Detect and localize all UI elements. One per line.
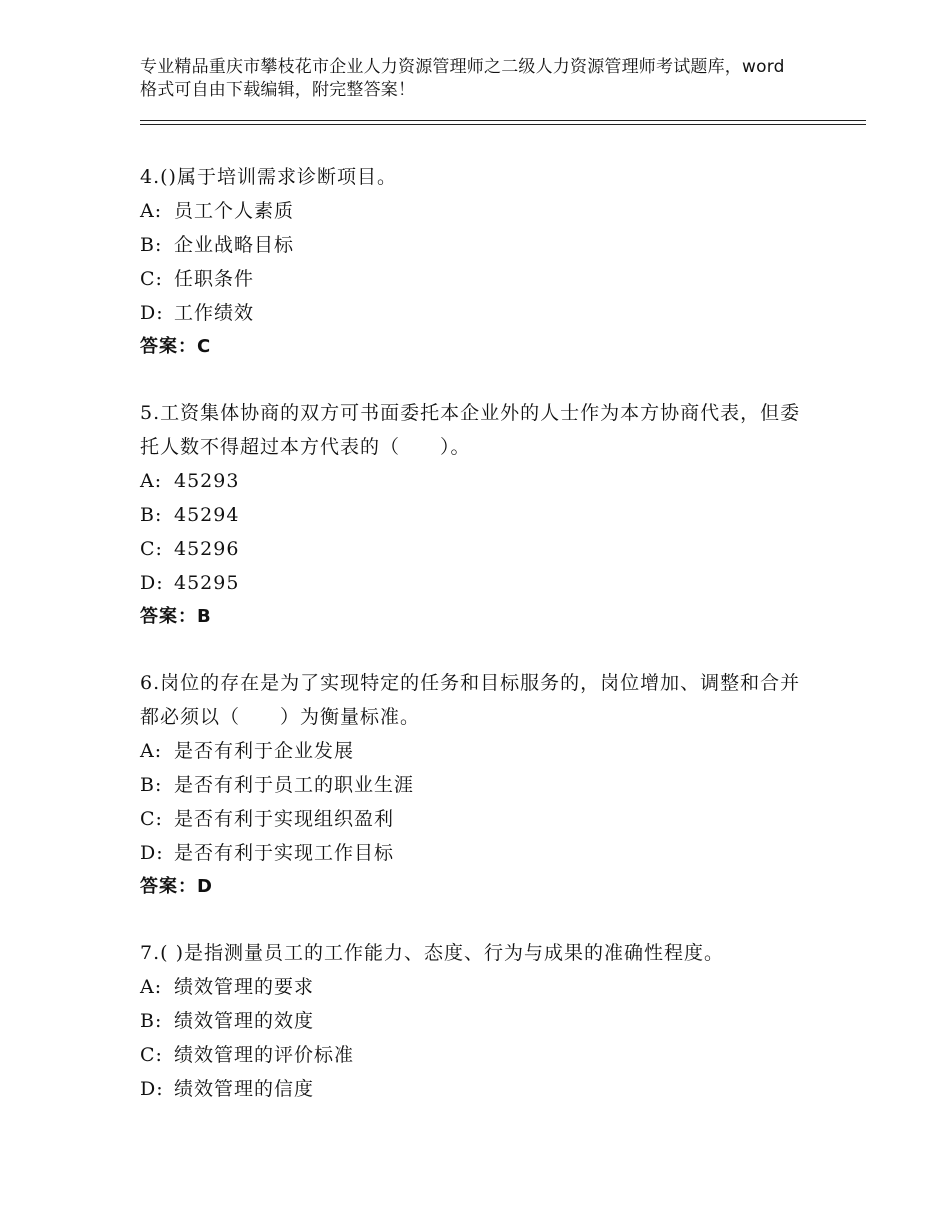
header-divider (140, 120, 866, 125)
option-label: C: (140, 1044, 163, 1066)
option-label: B: (140, 234, 163, 256)
option-label: D: (140, 572, 164, 594)
question-4 (140, 160, 810, 364)
option-text: 45294 (174, 504, 240, 526)
option-label: D: (140, 842, 164, 864)
option-text: 是否有利于员工的职业生涯 (174, 774, 415, 796)
option-text: 员工个人素质 (174, 200, 295, 222)
option-c (140, 262, 810, 296)
option-text: 是否有利于实现工作目标 (174, 842, 395, 864)
option-label: D: (140, 302, 164, 324)
document-header: 专业精品重庆市攀枝花市企业人力资源管理师之二级人力资源管理师考试题库，word格式可自由下载编辑，附完整答案！ (140, 57, 785, 100)
option-d (140, 1072, 810, 1106)
question-stem: 7.( )是指测量员工的工作能力、态度、行为与成果的准确性程度。 (140, 942, 724, 964)
option-text: 绩效管理的效度 (174, 1010, 315, 1032)
option-text: 45295 (174, 572, 240, 594)
option-label: A: (140, 200, 163, 222)
option-label: C: (140, 538, 163, 560)
answer-line: 答案：C (140, 336, 212, 357)
question-stem: 5.工资集体协商的双方可书面委托本企业外的人士作为本方协商代表，但委托人数不得超过本方代表的（ ）。 (140, 402, 801, 458)
option-a (140, 464, 810, 498)
option-c (140, 802, 810, 836)
option-label: A: (140, 470, 163, 492)
option-label: B: (140, 774, 163, 796)
option-b (140, 1004, 810, 1038)
option-label: B: (140, 1010, 163, 1032)
question-stem: 4.()属于培训需求诊断项目。 (140, 166, 397, 188)
option-label: B: (140, 504, 163, 526)
option-text: 企业战略目标 (174, 234, 295, 256)
option-label: A: (140, 976, 163, 998)
option-c (140, 532, 810, 566)
question-list (140, 160, 810, 1138)
option-text: 是否有利于实现组织盈利 (174, 808, 395, 830)
option-c (140, 1038, 810, 1072)
option-text: 绩效管理的信度 (174, 1078, 315, 1100)
option-text: 任职条件 (174, 268, 255, 290)
option-b (140, 228, 810, 262)
option-text: 工作绩效 (174, 302, 255, 324)
option-text: 绩效管理的评价标准 (174, 1044, 355, 1066)
option-label: D: (140, 1078, 164, 1100)
answer-line: 答案：D (140, 876, 213, 897)
option-text: 45296 (174, 538, 240, 560)
question-5 (140, 396, 810, 634)
option-d (140, 566, 810, 600)
option-text: 绩效管理的要求 (174, 976, 315, 998)
option-a (140, 970, 810, 1004)
option-label: A: (140, 740, 163, 762)
option-label: C: (140, 808, 163, 830)
question-7 (140, 936, 810, 1106)
option-text: 45293 (174, 470, 240, 492)
option-d (140, 836, 810, 870)
option-b (140, 768, 810, 802)
option-d (140, 296, 810, 330)
option-a (140, 194, 810, 228)
answer-line: 答案：B (140, 606, 212, 627)
question-6 (140, 666, 810, 904)
option-text: 是否有利于企业发展 (174, 740, 355, 762)
question-stem: 6.岗位的存在是为了实现特定的任务和目标服务的，岗位增加、调整和合并都必须以（ ）为衡量标准。 (140, 672, 801, 728)
option-a (140, 734, 810, 768)
option-b (140, 498, 810, 532)
option-label: C: (140, 268, 163, 290)
